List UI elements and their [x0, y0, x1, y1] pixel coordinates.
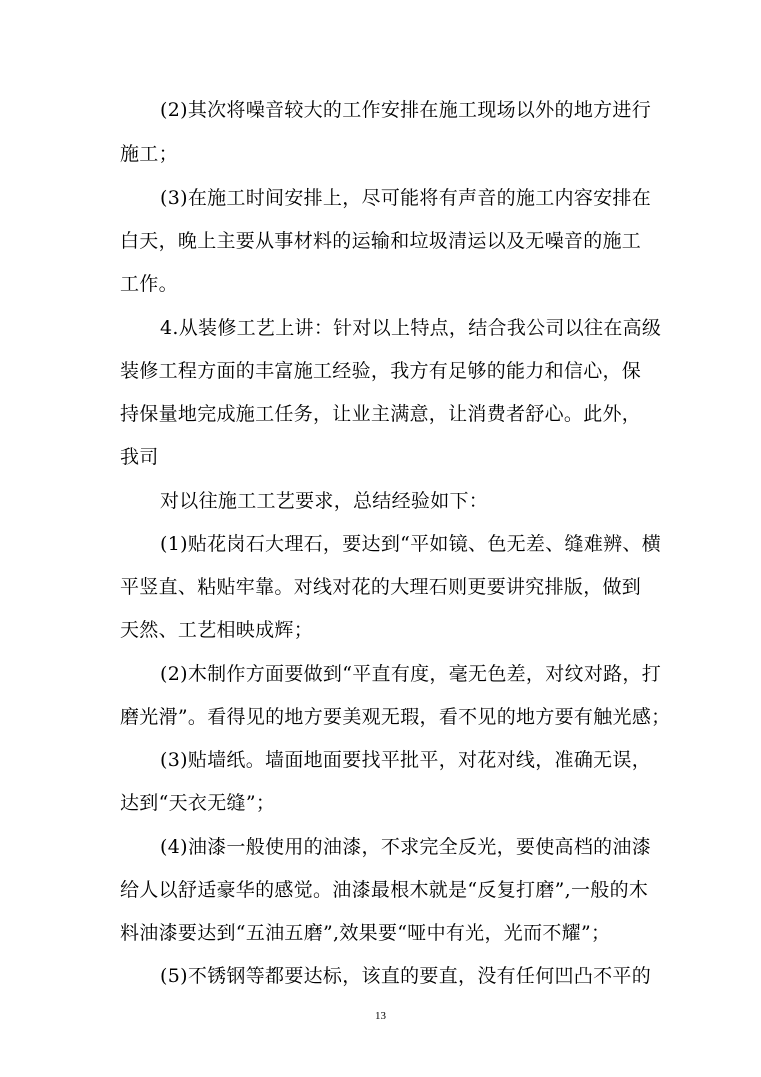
text-line: (5)不锈钢等都要达标，该直的要直，没有任何凹凸不平的 [160, 965, 652, 987]
text-line: (2)木制作方面要做到“平直有度，毫无色差，对纹对路，打 [160, 663, 662, 685]
text-line: 达到“天衣无缝”； [120, 792, 276, 814]
text-line: (3)贴墙纸。墙面地面要找平批平，对花对线，准确无误， [160, 749, 652, 771]
text-line: 给人以舒适豪华的感觉。油漆最根木就是“反复打磨”,一般的木 [120, 879, 649, 901]
text-line: 4.从装修工艺上讲：针对以上特点，结合我公司以往在高级 [160, 317, 662, 339]
text-line: (2)其次将噪音较大的工作安排在施工现场以外的地方进行 [160, 99, 652, 121]
text-line: 天然、工艺相映成辉； [120, 619, 314, 641]
text-line: (4)油漆一般使用的油漆，不求完全反光，要使高档的油漆 [160, 836, 652, 858]
text-line: 白天，晚上主要从事材料的运输和垃圾清运以及无噪音的施工 [120, 230, 642, 252]
text-line: 装修工程方面的丰富施工经验，我方有足够的能力和信心，保 [120, 360, 642, 382]
text-line: 施工； [120, 143, 178, 165]
text-line: 料油漆要达到“五油五磨”,效果要“哑中有光，光而不耀”； [120, 922, 611, 944]
text-line: (3)在施工时间安排上，尽可能将有声音的施工内容安排在 [160, 187, 652, 209]
page-number: 13 [375, 1010, 386, 1022]
text-line: 我司 [120, 446, 159, 468]
text-line: 磨光滑”。看得见的地方要美观无瑕，看不见的地方要有触光感； [120, 706, 671, 728]
text-line: 工作。 [120, 273, 178, 295]
text-line: 持保量地完成施工任务，让业主满意，让消费者舒心。此外， [120, 403, 642, 425]
text-line: 对以往施工工艺要求，总结经验如下： [160, 490, 489, 512]
text-line: 平竖直、粘贴牢靠。对线对花的大理石则更要讲究排版，做到 [120, 576, 642, 598]
text-line: (1)贴花岗石大理石，要达到“平如镜、色无差、缝难辨、横 [160, 533, 662, 555]
